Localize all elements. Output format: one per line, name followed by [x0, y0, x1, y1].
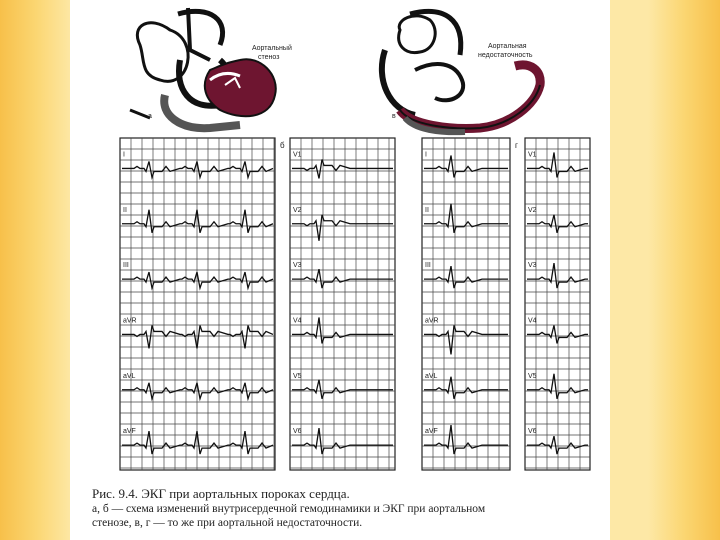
diagram-label-insufficiency: Аортальная недостаточность: [478, 43, 533, 59]
lead-label: V3: [293, 262, 302, 270]
diagram-letter-v: в: [392, 113, 396, 120]
lead-label: V2: [528, 206, 537, 214]
lead-label: II: [425, 206, 429, 214]
lead-label: V1: [293, 151, 302, 159]
lead-label: aVR: [123, 317, 137, 325]
lead-label: I: [123, 151, 125, 159]
panel-letter: г: [515, 141, 518, 150]
lead-label: aVF: [425, 428, 438, 436]
lead-label: V6: [528, 428, 537, 436]
lead-label: aVR: [425, 317, 439, 325]
lead-label: V5: [293, 372, 302, 380]
caption-line-1: а, б — схема изменений внутрисердечной гемодинамики и ЭКГ при аортальном: [92, 503, 486, 515]
ecg-trace-ii: [122, 210, 273, 233]
ecg-panel-2: [280, 138, 395, 470]
lead-label: III: [123, 262, 129, 270]
lead-label: V6: [293, 428, 302, 436]
lead-label: V4: [528, 317, 537, 325]
ecg-trace-i: [122, 161, 273, 177]
lead-label: V1: [528, 151, 537, 159]
lead-label: aVF: [123, 428, 136, 436]
figure-caption: [92, 486, 602, 530]
heart-diagram-insufficiency: [382, 11, 540, 132]
panel-letter: б: [280, 141, 285, 150]
figure-9-4: [70, 0, 610, 480]
lead-label: V5: [528, 372, 537, 380]
lead-label: II: [123, 206, 127, 214]
ecg-panels: [120, 138, 590, 470]
slide-page: [70, 0, 610, 540]
lead-label: V3: [528, 262, 537, 270]
ecg-panel-3: [422, 138, 510, 470]
panel-border: [290, 138, 395, 470]
lead-label: aVL: [425, 372, 438, 380]
caption-title: Рис. 9.4. ЭКГ при аортальных пороках сердца.: [92, 486, 350, 501]
ecg-panel-1: [120, 138, 275, 470]
heart-diagram-stenosis: [130, 8, 294, 128]
ecg-trace-avr: [122, 325, 273, 348]
lead-label: V2: [293, 206, 302, 214]
lead-label: I: [425, 151, 427, 159]
lead-label: III: [425, 262, 431, 270]
diagram-letter-a: а: [148, 113, 152, 120]
caption-line-2: стенозе, в, г — то же при аортальной недостаточности.: [92, 517, 363, 529]
lead-label: V4: [293, 317, 302, 325]
ecg-panel-4: [515, 138, 590, 470]
ecg-trace-avf: [122, 431, 273, 454]
ecg-trace-iii: [122, 272, 273, 288]
diagram-label-stenosis: Аортальный стеноз: [252, 45, 292, 61]
lead-label: aVL: [123, 372, 136, 380]
